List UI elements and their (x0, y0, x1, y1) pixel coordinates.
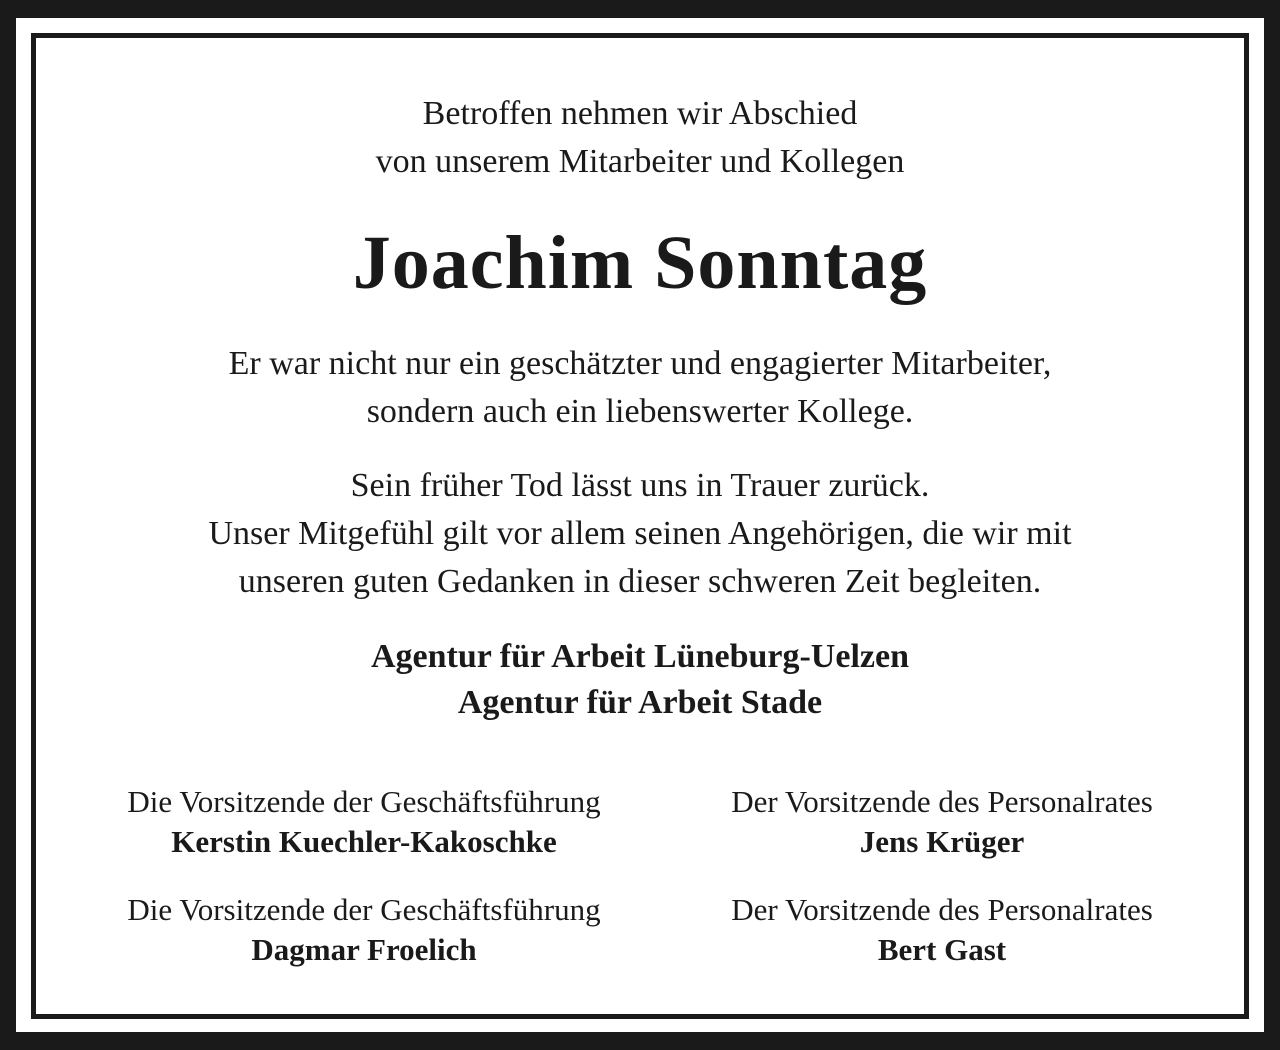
signatory-block (652, 890, 1232, 970)
signatory-role: Der Vorsitzende des Personalrates (731, 892, 1153, 927)
agency-names (36, 634, 1244, 726)
intro-text (36, 90, 1244, 186)
agency-name-1: Agentur für Arbeit Lüneburg-Uelzen (370, 638, 909, 675)
deceased-name: Joachim Sonntag (352, 221, 928, 305)
condolence-paragraph (36, 462, 1244, 606)
signatory-block (74, 782, 654, 862)
signatory-name: Kerstin Kuechler-Kakoschke (171, 824, 557, 859)
condolence-line-2: Unser Mitgefühl gilt vor allem seinen Angehörigen, die wir mit (208, 515, 1072, 552)
agency-name-2: Agentur für Arbeit Stade (457, 684, 823, 721)
signatory-block (652, 782, 1232, 862)
tribute-line-2: sondern auch ein liebenswerter Kollege. (366, 393, 914, 430)
signatory-role: Die Vorsitzende der Geschäftsführung (127, 892, 601, 927)
signatory-role: Der Vorsitzende des Personalrates (731, 784, 1153, 819)
signatory-block (74, 890, 654, 970)
signatory-name: Jens Krüger (859, 824, 1025, 859)
tribute-line-1: Er war nicht nur ein geschätzter und engagierter Mitarbeiter, (228, 345, 1052, 382)
signatory-name: Bert Gast (877, 932, 1007, 967)
border-gap (16, 18, 1264, 1032)
condolence-line-3: unseren guten Gedanken in dieser schweren Zeit begleiten. (238, 563, 1042, 600)
intro-line-2: von unserem Mitarbeiter und Kollegen (375, 143, 905, 180)
condolence-line-1: Sein früher Tod lässt uns in Trauer zurück. (350, 467, 930, 504)
signatory-role: Die Vorsitzende der Geschäftsführung (127, 784, 601, 819)
signatory-name: Dagmar Froelich (251, 932, 477, 967)
intro-line-1: Betroffen nehmen wir Abschied (422, 95, 858, 132)
tribute-paragraph (36, 340, 1244, 436)
obituary-notice (31, 33, 1249, 1019)
